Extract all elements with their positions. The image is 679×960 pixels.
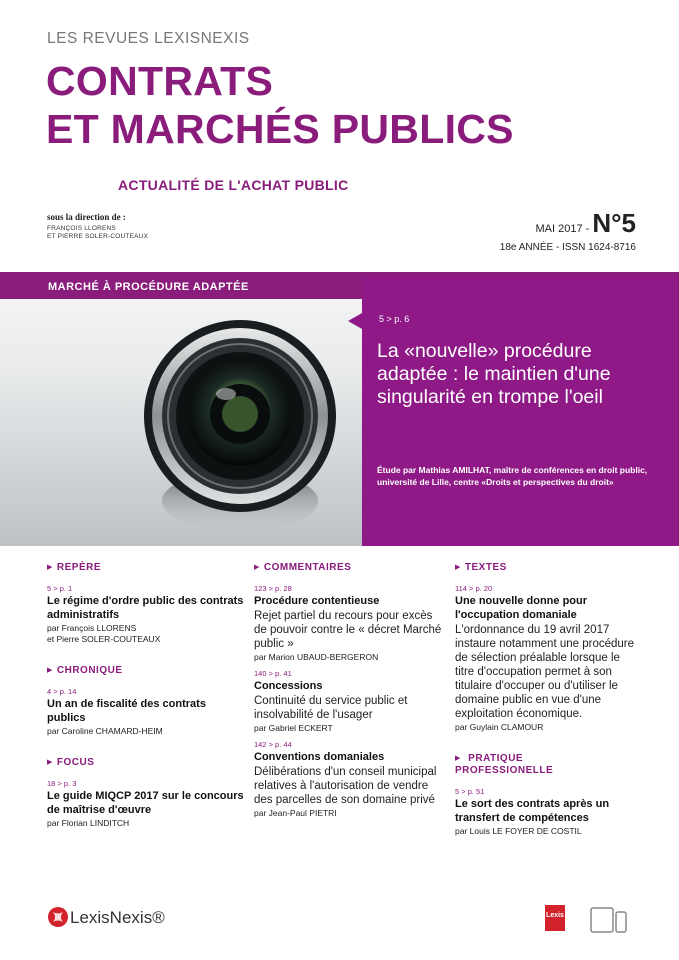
feature-ref: 5 > p. 6: [379, 314, 410, 324]
section-chronique: ▶ CHRONIQUE: [47, 665, 247, 677]
article-author: par Guylain CLAMOUR: [455, 722, 544, 732]
section-line: PRATIQUE: [468, 753, 524, 764]
feature-panel: [362, 276, 679, 546]
article-title[interactable]: Concessions: [254, 680, 323, 692]
section-pratique: [455, 753, 635, 777]
article-ref: 5 > p. 1: [47, 584, 73, 593]
article-summary: Continuité du service public et insolvabilité de l'usager: [254, 695, 408, 721]
issue-year: 18e ANNÉE - ISSN 1624-8716: [499, 242, 636, 253]
article-author: par Louis LE FOYER DE COSTIL: [455, 826, 582, 836]
panel-pointer: [348, 313, 362, 329]
article-ref: 18 > p. 3: [47, 779, 77, 788]
article-ref: 4 > p. 14: [47, 687, 77, 696]
article-author: par Caroline CHAMARD-HEIM: [47, 726, 163, 736]
feature-headline[interactable]: La «nouvelle» procédure adaptée : le maintien d'une singularité en trompe l'oeil: [377, 340, 611, 408]
article-author: par Gabriel ECKERT: [254, 723, 333, 733]
lexisnexis-logo-icon: [47, 906, 69, 933]
feature-lead: Étude par Mathias AMILHAT, maître de conférences en droit public, université de Lille, centre «Droits et perspectives du droit»: [377, 465, 648, 487]
section-textes: ▶ TEXTES: [455, 562, 635, 574]
direction-names: [47, 225, 148, 241]
article-ref: 142 > p. 44: [254, 740, 292, 749]
director-2: ET PIERRE SOLER-COUTEAUX: [47, 233, 149, 240]
direction-label: sous la direction de :: [47, 212, 126, 222]
director-1: FRANÇOIS LLORENS: [47, 225, 116, 232]
article-title[interactable]: Le guide MIQCP 2017 sur le concours de maîtrise d'œuvre: [47, 790, 244, 816]
article-author: par Florian LINDITCH: [47, 818, 130, 828]
title-line-2: ET MARCHÉS PUBLICS: [46, 106, 514, 152]
article-title[interactable]: Une nouvelle donne pour l'occupation domaniale: [455, 595, 588, 621]
article-ref: 140 > p. 41: [254, 669, 292, 678]
editorial-direction: [47, 212, 148, 241]
section-focus: ▶ FOCUS: [47, 757, 247, 769]
article-ref: 123 > p. 28: [254, 584, 292, 593]
author-line: par François LLORENS: [47, 623, 137, 633]
column-3: [455, 562, 635, 837]
column-2: [254, 562, 444, 819]
article-author: [47, 623, 247, 645]
issue-date: MAI 2017 -: [535, 223, 593, 235]
revue-label: LES REVUES LEXISNEXIS: [47, 30, 250, 47]
article-ref: 114 > p. 20: [455, 584, 493, 593]
section-commentaires: ▶ COMMENTAIRES: [254, 562, 444, 574]
section-line: PROFESSIONELLE: [455, 765, 554, 776]
cover-photo: [0, 276, 362, 546]
article-summary: L'ordonnance du 19 avril 2017 instaure notamment une procédure de sélection préalable lorsque le titre d'occupation permet à son titulaire d'occuper ou d'utiliser le domaine public en vue d'une exploitation économique.: [455, 624, 634, 720]
article-title[interactable]: Conventions domaniales: [254, 751, 385, 763]
article-summary: Délibérations d'un conseil municipal relatives à l'autorisation de vendre des parcelles de son domaine privé: [254, 766, 437, 806]
article-title[interactable]: Un an de fiscalité des contrats publics: [47, 698, 206, 724]
article-title[interactable]: Procédure contentieuse: [254, 595, 380, 607]
article-summary: Rejet partiel du recours pour excès de pouvoir contre le « décret Marché public »: [254, 610, 442, 650]
article-ref: 5 > p. 51: [455, 787, 485, 796]
article-author: par Jean-Paul PIETRI: [254, 808, 337, 818]
lexis-badge: [545, 905, 565, 931]
phone-icon: [615, 911, 627, 938]
journal-title: [46, 57, 514, 153]
journal-subtitle: ACTUALITÉ DE L'ACHAT PUBLIC: [118, 177, 349, 193]
issue-info: [536, 208, 637, 239]
badge-label: Lexis: [546, 912, 564, 919]
article-author: par Marion UBAUD-BERGERON: [254, 652, 379, 662]
column-1: [47, 562, 247, 829]
article-title[interactable]: Le sort des contrats après un transfert de compétences: [455, 798, 610, 824]
author-line: et Pierre SOLER-COUTEAUX: [47, 634, 161, 644]
section-repere: ▶ REPÈRE: [47, 562, 247, 574]
title-line-1: CONTRATS: [46, 58, 274, 104]
tablet-icon: [590, 907, 614, 938]
camera-lens-icon: [0, 276, 362, 546]
article-title[interactable]: Le régime d'ordre public des contrats administratifs: [47, 595, 244, 621]
feature-category: MARCHÉ À PROCÉDURE ADAPTÉE: [48, 281, 249, 293]
issue-number: N°5: [592, 208, 636, 238]
publisher-logo: LexisNexis®: [70, 908, 165, 927]
